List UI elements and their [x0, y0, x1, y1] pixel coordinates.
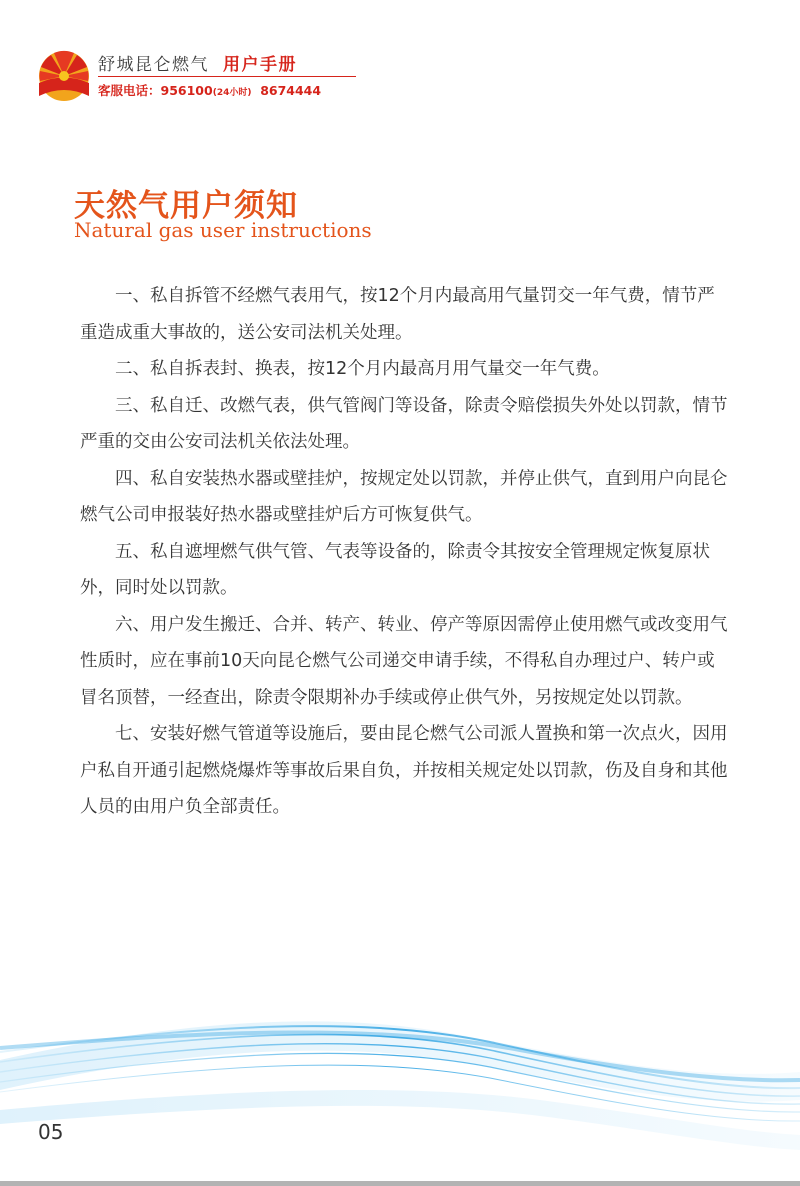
- page-number: 05: [38, 1120, 64, 1144]
- instruction-paragraph: 四、私自安装热水器或壁挂炉，按规定处以罚款，并停止供气，直到用户向昆仑燃气公司申报装好热水器或壁挂炉后方可恢复供气。: [80, 468, 728, 525]
- hotline-note: (24小时): [212, 88, 252, 98]
- page-title: 天然气用户须知: [74, 188, 298, 224]
- footer-bar: [0, 1181, 800, 1186]
- hotline-second: 8674444: [260, 83, 322, 98]
- instruction-paragraph: 三、私自迁、改燃气表，供气管阀门等设备，除责令赔偿损失外处以罚款，情节严重的交由公安司法机关依法处理。: [80, 395, 728, 452]
- header-divider: [98, 76, 356, 77]
- decorative-waves: [0, 990, 800, 1186]
- hotline-label: 客服电话：: [98, 83, 161, 98]
- instruction-paragraph: 五、私自遮埋燃气供气管、气表等设备的，除责令其按安全管理规定恢复原状外，同时处以罚款。: [80, 541, 710, 598]
- instruction-paragraph: 一、私自拆管不经燃气表用气，按12个月内最高用气量罚交一年气费，情节严重造成重大事故的，送公安司法机关处理。: [80, 286, 715, 343]
- page-subtitle-english: Natural gas user instructions: [74, 218, 372, 242]
- instruction-paragraph: 二、私自拆表封、换表，按12个月内最高月用气量交一年气费。: [115, 359, 610, 379]
- instruction-paragraph: 六、用户发生搬迁、合并、转产、转业、停产等原因需停止使用燃气或改变用气性质时，应在事前10天向昆仑燃气公司递交申请手续，不得私自办理过户、转户或冒名顶替，一经查出，除责令限期补办手续或停止供气外，另按规定处以罚款。: [80, 614, 728, 708]
- hotline-number: 956100: [160, 83, 213, 98]
- kunlun-logo-icon: [38, 50, 90, 102]
- instruction-paragraph: 七、安装好燃气管道等设施后，要由昆仑燃气公司派人置换和第一次点火，因用户私自开通引起燃烧爆炸等事故后果自负，并按相关规定处以罚款，伤及自身和其他人员的由用户负全部责任。: [80, 724, 728, 817]
- company-name: 舒城昆仑燃气: [98, 55, 209, 75]
- hotline: [98, 81, 321, 99]
- handbook-label: 用户手册: [223, 55, 297, 75]
- brand-header: [98, 50, 297, 75]
- instructions-body: [80, 278, 730, 826]
